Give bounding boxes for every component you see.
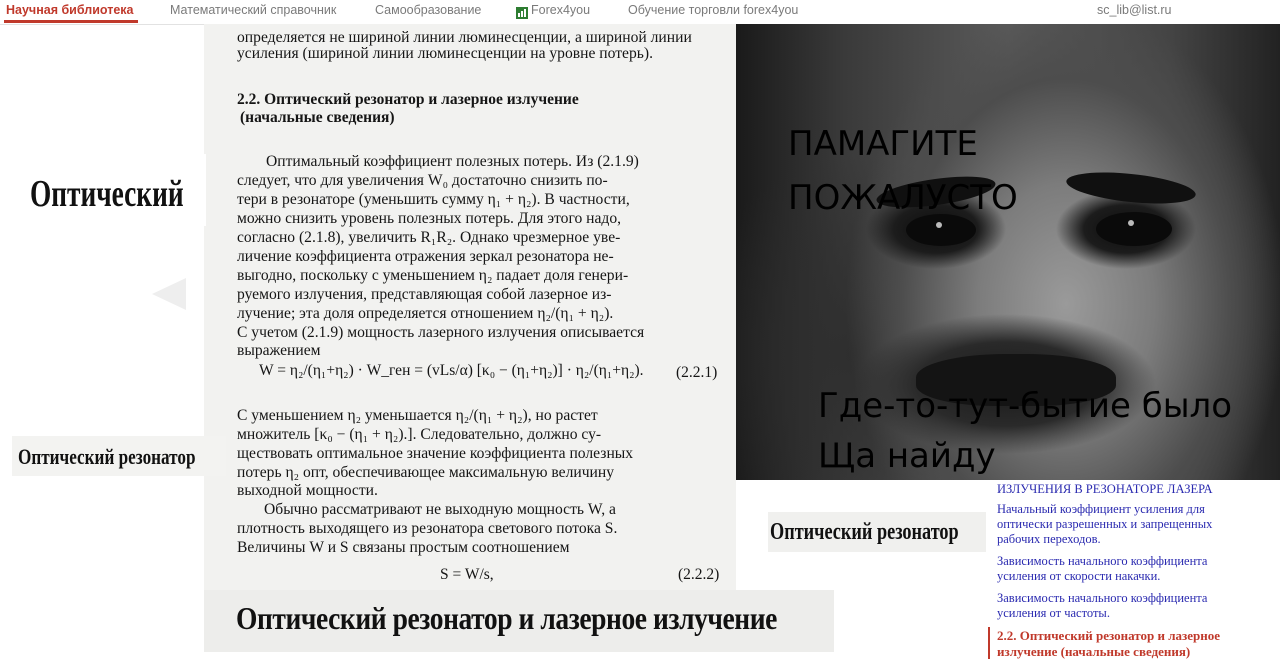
equation-2-2-1: W = η₂/(η₁+η₂) · W_ген = (vLs/α) [κ₀ − (η₁+η₂)] · η₂/(η₁+η₂). (259, 362, 644, 379)
nav-active-underline (4, 20, 138, 23)
para1-line-3: тери в резонаторе (уменьшить сумму η₁ + η₂). В частности, (237, 191, 630, 208)
para1-line-10: С учетом (2.1.9) мощность лазерного излучения описывается (237, 324, 645, 341)
para1-line-8: руемого излучения, представляющая собой лазерное из- (237, 286, 612, 303)
meme-photo (736, 24, 1280, 480)
para2-line-4: потерь η₂ опт, обеспечивающее максимальную величину (237, 464, 615, 481)
para2-line-2: множитель [κ₀ − (η₁ + η₂).]. Следовательно, должно су- (237, 426, 602, 443)
nav-item-forex-training[interactable]: Обучение торговли forex4you (628, 3, 799, 17)
equation-number-2-2-2: (2.2.2) (678, 566, 720, 583)
eye-right (1096, 212, 1172, 246)
para2-line-6: Обычно рассматривают не выходную мощность W, а (264, 501, 616, 518)
meme-caption-top-1: ПАМАГИТЕ (788, 124, 978, 164)
para1-line-2: следует, что для увеличения W₀ достаточно снизить по- (237, 172, 608, 189)
section-title-line-2: (начальные сведения) (240, 109, 395, 126)
forex-icon (516, 5, 530, 23)
toc-item-current-2[interactable]: излучение (начальные сведения) (997, 644, 1191, 659)
toc-item-heading[interactable]: ИЗЛУЧЕНИЯ В РЕЗОНАТОРЕ ЛАЗЕРА (997, 482, 1213, 496)
para2-line-7: плотность выходящего из резонатора светового потока S. (237, 520, 618, 537)
toc-item-pump-rate-2[interactable]: усиления от скорости накачки. (997, 569, 1161, 583)
eye-left (906, 214, 976, 246)
toc-item-initial-gain-1[interactable]: Начальный коэффициент усиления для (997, 502, 1205, 516)
nav-item-math-reference[interactable]: Математический справочник (170, 3, 337, 17)
section-title-line-1: 2.2. Оптический резонатор и лазерное излучение (237, 91, 579, 108)
para2-line-5: выходной мощности. (237, 482, 378, 499)
toc-item-current-1[interactable]: 2.2. Оптический резонатор и лазерное (997, 628, 1220, 643)
scan-top-line-1: определяется не шириной линии люминесценции, а шириной линии (237, 29, 692, 46)
equation-number-2-2-1: (2.2.1) (676, 364, 718, 381)
meme-caption-bottom-1: Где-то-тут-бытие было (818, 386, 1233, 426)
para2-line-1: С уменьшением η₂ уменьшается η₂/(η₁ + η₂), но растет (237, 407, 598, 424)
toc-item-pump-rate-1[interactable]: Зависимость начального коэффициента (997, 554, 1208, 568)
para1-line-1: Оптимальный коэффициент полезных потерь. Из (2.1.9) (266, 153, 639, 170)
crop-optical-resonator-1: Оптический резонатор (12, 436, 226, 476)
arrow-left-icon (152, 278, 186, 310)
toc-item-frequency-1[interactable]: Зависимость начального коэффициента (997, 591, 1208, 605)
para1-line-11: выражением (237, 342, 321, 359)
toc-item-initial-gain-2[interactable]: оптически разрешенных и запрещенных (997, 517, 1213, 531)
crop-word-optical: Оптический (26, 154, 206, 226)
meme-caption-bottom-2: Ща найду (818, 436, 996, 476)
toc-item-frequency-2[interactable]: усиления от частоты. (997, 606, 1110, 620)
para1-line-9: лучение; эта доля определяется отношением η₂/(η₁ + η₂). (237, 305, 614, 322)
equation-2-2-2: S = W/s, (440, 566, 494, 583)
scanned-book-page (204, 24, 736, 590)
nav-item-forex4you[interactable]: Forex4you (531, 3, 591, 17)
para1-line-7: выгодно, поскольку с уменьшением η₂ падает доля генери- (237, 267, 629, 284)
toc-current-marker (988, 627, 990, 659)
para1-line-4: можно снизить уровень полезных потерь. Для этого надо, (237, 210, 622, 227)
meme-caption-top-2: ПОЖАЛУСТО (788, 178, 1018, 218)
scan-top-line-2: усиления (шириной линии люминесценции на уровне потерь). (237, 45, 653, 62)
toc-item-initial-gain-3[interactable]: рабочих переходов. (997, 532, 1101, 546)
nav-item-self-education[interactable]: Самообразование (375, 3, 482, 17)
table-of-contents (986, 480, 1280, 666)
para1-line-6: личение коэффициента отражения зеркал резонатора не- (237, 248, 614, 265)
nav-item-science-library[interactable]: Научная библиотека (6, 3, 134, 17)
user-email-link[interactable]: sc_lib@list.ru (1097, 3, 1172, 17)
crop-optical-resonator-2: Оптический резонатор (768, 512, 1008, 552)
top-navigation (0, 0, 1280, 25)
big-title-banner: Оптический резонатор и лазерное излучение (204, 590, 834, 652)
para2-line-3: ществовать оптимальное значение коэффициента полезных (237, 445, 634, 462)
para2-line-8: Величины W и S связаны простым соотношением (237, 539, 570, 556)
para1-line-5: согласно (2.1.8), увеличить R₁R₂. Однако чрезмерное уве- (237, 229, 621, 246)
